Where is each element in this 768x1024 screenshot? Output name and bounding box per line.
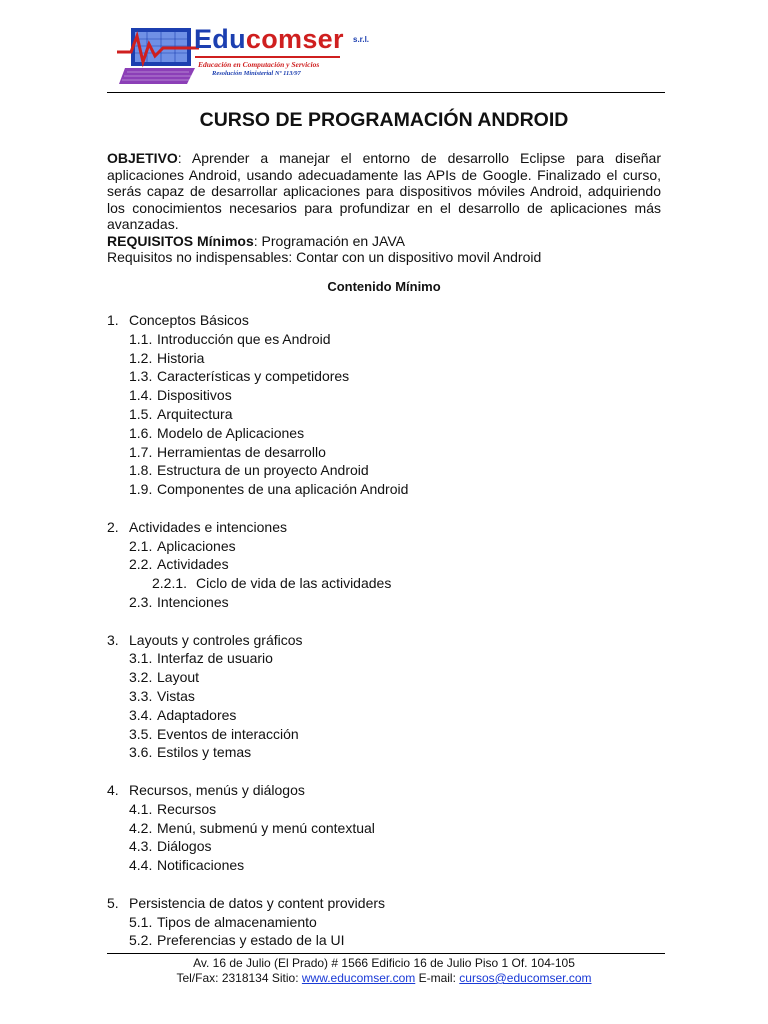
intro-section xyxy=(107,150,661,266)
toc-text: Intenciones xyxy=(157,594,229,610)
toc-text: Estilos y temas xyxy=(157,744,252,761)
toc-number: 1.8. xyxy=(129,462,153,479)
brand-accent: comser xyxy=(245,24,344,54)
toc-number: 3.1. xyxy=(129,650,153,667)
toc-text: Recursos, menús y diálogos xyxy=(129,782,305,798)
toc-number: 1.4. xyxy=(129,387,153,404)
toc-text: Actividades e intenciones xyxy=(129,518,287,535)
toc-text: Preferencias y estado de la UI xyxy=(157,932,345,949)
toc-number: 5.1. xyxy=(129,913,153,930)
toc-number: 1.7. xyxy=(129,443,153,460)
toc-text: Layout xyxy=(157,669,200,686)
laptop-logo-icon xyxy=(117,22,199,92)
toc-text: Aplicaciones xyxy=(157,537,236,554)
toc-text: Notificaciones xyxy=(157,857,245,874)
toc-text: Dispositivos xyxy=(157,387,232,404)
toc-number: 1.9. xyxy=(129,481,153,498)
letterhead xyxy=(107,22,665,94)
toc-text: Actividades xyxy=(157,556,229,573)
toc-text: Características y competidores xyxy=(157,368,350,385)
footer-email-label: E-mail: xyxy=(415,971,460,985)
brand-resolution: Resolución Ministerial Nº 113/97 xyxy=(212,70,301,77)
toc-number: 4.3. xyxy=(129,838,153,855)
toc-text: Modelo de Aplicaciones xyxy=(157,424,305,441)
toc-text: Menú, submenú y menú contextual xyxy=(157,819,375,836)
toc-number: 1.3. xyxy=(129,368,153,385)
requisitos-label: REQUISITOS Mínimos xyxy=(107,232,254,249)
brand-name xyxy=(194,24,344,55)
toc-number: 3.3. xyxy=(129,688,153,704)
footer-contact xyxy=(0,971,768,985)
toc-number: 3. xyxy=(107,631,119,648)
objetivo-text: : Aprender a manejar el entorno de desarrollo Eclipse para diseñar aplicaciones Android, usando adecuadamente las APIs de Google. Finalizado el curso, serás capaz de desarrollar aplicaciones para dispositivos móviles Android, adquiriendo los conocimientos necesarios para profundizar en el desarrollo de aplicaciones más avanzadas. xyxy=(107,150,661,232)
toc-number: 3.2. xyxy=(129,669,153,686)
objetivo-label: OBJETIVO xyxy=(107,150,178,166)
toc-text: Diálogos xyxy=(157,838,212,855)
toc-text: Componentes de una aplicación Android xyxy=(157,481,409,498)
toc-text: Herramientas de desarrollo xyxy=(157,443,326,460)
toc-number: 2.2.1. xyxy=(152,575,188,592)
toc-number: 2.3. xyxy=(129,594,153,610)
objetivo-paragraph xyxy=(107,150,661,233)
document-title: CURSO DE PROGRAMACIÓN ANDROID xyxy=(199,109,569,131)
toc-number: 4.1. xyxy=(129,800,153,817)
toc-number: 1. xyxy=(107,312,119,328)
toc-number: 3.6. xyxy=(129,744,153,761)
toc-number: 5. xyxy=(107,894,119,911)
toc-text: Layouts y controles gráficos xyxy=(129,631,303,648)
toc-number: 1.6. xyxy=(129,424,153,441)
brand-suffix: s.r.l. xyxy=(353,35,370,44)
toc-text: Estructura de un proyecto Android xyxy=(157,462,369,479)
toc-text: Recursos xyxy=(157,800,217,817)
toc-text: Tipos de almacenamiento xyxy=(157,913,317,930)
toc-number: 3.5. xyxy=(129,725,153,742)
toc-number: 2.2. xyxy=(129,556,153,573)
toc-text: Arquitectura xyxy=(157,406,233,422)
brand-main: Edu xyxy=(194,24,246,54)
toc-number: 1.2. xyxy=(129,349,153,366)
brand-tagline: Educación en Computación y Servicios xyxy=(198,60,320,69)
site-link[interactable]: www.educomser.com xyxy=(301,971,416,985)
toc-text: Interfaz de usuario xyxy=(157,650,273,667)
toc-number: 3.4. xyxy=(129,706,153,723)
toc-number: 1.1. xyxy=(129,330,153,347)
toc-text: Introducción que es Android xyxy=(157,330,331,347)
toc-number: 4.4. xyxy=(129,857,153,874)
toc-text: Persistencia de datos y content providers xyxy=(129,894,386,911)
footer-address: Av. 16 de Julio (El Prado) # 1566 Edificio 16 de Julio Piso 1 Of. 104-105 xyxy=(193,956,575,970)
brand-underline xyxy=(195,56,340,58)
toc-text: Conceptos Básicos xyxy=(129,312,249,328)
toc-number: 4.2. xyxy=(129,819,153,836)
toc-number: 2. xyxy=(107,518,119,535)
footer-divider xyxy=(107,953,665,954)
toc-number: 2.1. xyxy=(129,537,153,554)
toc-number: 5.2. xyxy=(129,932,153,949)
toc-text: Adaptadores xyxy=(157,706,237,723)
toc-text: Historia xyxy=(157,349,205,366)
toc-text: Eventos de interacción xyxy=(157,725,299,742)
contenido-heading: Contenido Mínimo xyxy=(327,279,441,294)
requisitos-paragraph xyxy=(107,233,661,250)
requisitos-no-indispensables: Requisitos no indispensables: Contar con un dispositivo movil Android xyxy=(107,249,542,265)
toc-number: 4. xyxy=(107,782,119,798)
toc-number: 1.5. xyxy=(129,406,153,422)
toc-text: Ciclo de vida de las actividades xyxy=(196,575,392,592)
footer-tel: Tel/Fax: 2318134 Sitio: xyxy=(176,971,302,985)
header-divider xyxy=(107,92,665,93)
email-link[interactable]: cursos@educomser.com xyxy=(459,971,592,985)
toc-text: Vistas xyxy=(157,688,195,704)
requisitos-text: : Programación en JAVA xyxy=(253,232,405,249)
